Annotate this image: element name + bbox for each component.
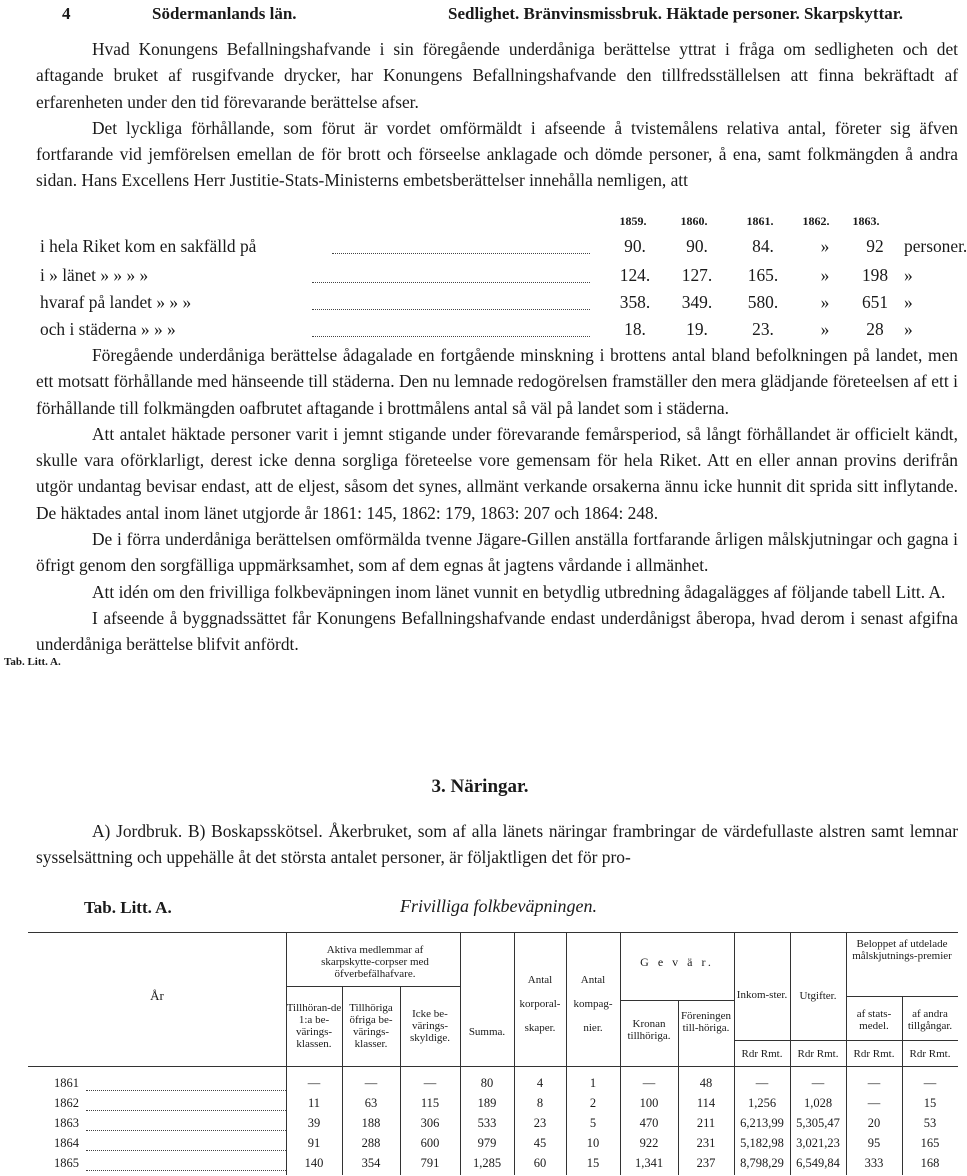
unit-label: Rdr Rmt. bbox=[853, 1048, 895, 1060]
table-cell: — bbox=[867, 1096, 881, 1110]
row-label: och i städerna » » » bbox=[40, 319, 176, 339]
value: » bbox=[820, 236, 830, 256]
header-members-group: Aktiva medlemmar af skarpskytte-corpser med öfverbefälhafvare. bbox=[321, 944, 429, 980]
row-year: 1861 bbox=[54, 1076, 79, 1090]
table-cell: 8,798,29 bbox=[740, 1156, 784, 1170]
value: 124. bbox=[619, 265, 651, 285]
value: » bbox=[820, 292, 830, 312]
table-cell: 53 bbox=[923, 1116, 937, 1130]
paragraph-haktade: Att antalet häktade personer varit i jemnt stigande under förevarande femårsperiod, så långt förhållandet är officielt kändt, skulle vara oförklarligt, derest icke denna sorgliga företeelse vore gemensam för hela Riket. Att en eller annan provins derifrån utgör undantag bevisar endast, att de eljest, såsom det synes, allmänt verkande orsakerna ännu icke hunnit dit sprida sitt inflytande. De häktades antal inom länet utgjorde år 1861: 145, 1862: 179, 1863: 207 och 1864: 248. bbox=[36, 423, 958, 523]
table-cell: 95 bbox=[867, 1136, 881, 1150]
table-cell: 1,028 bbox=[803, 1096, 833, 1110]
unit: » bbox=[904, 319, 913, 339]
crime-stats-row bbox=[40, 236, 967, 260]
value: 84. bbox=[752, 236, 774, 256]
header-union: Föreningen till-höriga. bbox=[680, 1010, 732, 1034]
table-cell: 45 bbox=[533, 1136, 547, 1150]
table-rule bbox=[28, 1066, 958, 1067]
table-row bbox=[28, 1116, 958, 1136]
table-cell: 791 bbox=[420, 1156, 440, 1170]
row-label: hvaraf på landet » » » bbox=[40, 292, 192, 312]
table-cell: 80 bbox=[480, 1076, 494, 1090]
text-block-naringar bbox=[36, 818, 958, 871]
table-cell: 114 bbox=[696, 1096, 716, 1110]
year-header: 1859. bbox=[619, 214, 647, 228]
text-block-middle bbox=[36, 342, 958, 658]
paragraph-brottsstatistik: Det lyckliga förhållande, som förut är vordet omförmäldt i afseende å tvistemålens relativa antal, företer sig äfven fortfarande vid jemförelsen emellan de för brott och förseelse anklagade och dömde personer, å ena, samt folkmängden å andra sidan. Hans Excellens Herr Justitie-Stats-Ministerns embetsberättelser innehålla nemligen, att bbox=[36, 117, 958, 191]
table-cell: — bbox=[364, 1076, 378, 1090]
leader-dots bbox=[86, 1130, 286, 1131]
table-title: Frivilliga folkbeväpningen. bbox=[400, 896, 597, 916]
header-guns-group: G e v ä r. bbox=[640, 955, 714, 969]
table-row bbox=[28, 1096, 958, 1116]
table-cell: 306 bbox=[420, 1116, 440, 1130]
table-cell: 2 bbox=[589, 1096, 597, 1110]
table-cell: 231 bbox=[696, 1136, 716, 1150]
unit-label: Rdr Rmt. bbox=[741, 1048, 783, 1060]
value: 92 bbox=[866, 236, 884, 256]
table-cell: 5 bbox=[589, 1116, 597, 1130]
header-premium-group: Beloppet af utdelade målskjutnings-premier bbox=[852, 938, 952, 962]
crime-stats-row bbox=[40, 265, 958, 289]
table-cell: 1,285 bbox=[472, 1156, 502, 1170]
header-year: År bbox=[150, 988, 164, 1003]
table-cell: 5,305,47 bbox=[796, 1116, 840, 1130]
folkbevapning-table bbox=[28, 932, 958, 1175]
table-row bbox=[28, 1156, 958, 1176]
unit: personer. bbox=[904, 236, 967, 256]
table-cell: 470 bbox=[639, 1116, 659, 1130]
header-company: Antal kompag-nier. bbox=[573, 974, 613, 1034]
paragraph-jagare-gillen: De i förra underdåniga berättelsen omförmälda tvenne Jägare-Gillen anställa fortfarande årligen målskjutningar och gagna i öfrigt genom den sorgfälliga uppmärksamhet, som af dem egnas åt jagtens vårdande i allmänhet. bbox=[36, 529, 958, 576]
table-cell: 11 bbox=[307, 1096, 321, 1110]
table-cell: 15 bbox=[923, 1096, 937, 1110]
table-row bbox=[28, 1136, 958, 1156]
header-members-3: Icke be-värings-skyldige. bbox=[409, 1008, 451, 1044]
table-cell: 165 bbox=[920, 1136, 940, 1150]
table-cell: — bbox=[423, 1076, 437, 1090]
leader-dots bbox=[312, 336, 590, 337]
row-year: 1863 bbox=[54, 1116, 79, 1130]
value: » bbox=[820, 265, 830, 285]
table-cell: 8 bbox=[536, 1096, 544, 1110]
leader-dots bbox=[86, 1150, 286, 1151]
header-corporal: Antal korporal-skaper. bbox=[519, 974, 561, 1034]
row-year: 1864 bbox=[54, 1136, 79, 1150]
page-header bbox=[0, 4, 960, 28]
table-cell: — bbox=[867, 1076, 881, 1090]
table-cell: — bbox=[923, 1076, 937, 1090]
table-cell: 6,213,99 bbox=[740, 1116, 784, 1130]
paragraph-jordbruk: A) Jordbruk. B) Boskapsskötsel. Åkerbruket, som af alla länets näringar frambringar de värdefullaste alstren samt lemnar sysselsättning och uppehälle åt det största antalet personer, är följaktligen det för pro- bbox=[36, 821, 958, 868]
unit-label: Rdr Rmt. bbox=[909, 1048, 951, 1060]
paragraph-sedlighet: Hvad Konungens Befallningshafvande i sin föregående underdåniga berättelse yttrat i fråga om sedligheten och det aftagande bruket af rusgifvande drycker, har Konungens Befallningshafvande den tillfredsställelsen att finna bekräftadt af erfarenheten under den tid förevarande berättelse afser. bbox=[36, 39, 958, 112]
row-label: i » länet » » » » bbox=[40, 265, 149, 285]
year-header: 1860. bbox=[680, 214, 708, 228]
header-crown: Kronan tillhöriga. bbox=[627, 1018, 671, 1042]
table-cell: — bbox=[642, 1076, 656, 1090]
table-cell: 188 bbox=[361, 1116, 381, 1130]
paragraph-brott-minskning: Föregående underdåniga berättelse ådagalade en fortgående minskning i brottens antal bland befolkningen på landet, men ett motsatt förhållande med hänseende till städerna. Den nu lemnade redogörelsen framställer den mera glädjande företeelsen af ett i förhållande till folkmängden oafbrutet aftagande i brottmålens antal så väl på landet som i städerna. bbox=[36, 345, 958, 418]
header-income: Inkom-ster. bbox=[736, 989, 788, 1001]
value: 358. bbox=[619, 292, 651, 312]
leader-dots bbox=[312, 309, 590, 310]
table-cell: 979 bbox=[477, 1136, 497, 1150]
table-cell: 48 bbox=[699, 1076, 713, 1090]
row-label: i hela Riket kom en sakfälld på bbox=[40, 236, 257, 256]
paragraph-folkbevapning: Att idén om den frivilliga folkbeväpningen inom länet vunnit en betydlig utbredning ådagalägges af följande tabell Litt. A. bbox=[92, 581, 946, 602]
year-header: 1863. bbox=[852, 214, 880, 228]
table-cell: 1,256 bbox=[747, 1096, 777, 1110]
unit: » bbox=[904, 292, 913, 312]
table-cell: 6,549,84 bbox=[796, 1156, 840, 1170]
county-heading: Södermanlands län. bbox=[152, 4, 297, 23]
value: 28 bbox=[866, 319, 884, 339]
table-cell: 1 bbox=[589, 1076, 597, 1090]
table-cell: 168 bbox=[920, 1156, 940, 1170]
header-members-1: Tillhöran-de 1:a be-värings-klassen. bbox=[286, 1002, 342, 1050]
value: 127. bbox=[681, 265, 713, 285]
header-expense: Utgifter. bbox=[799, 990, 837, 1002]
section-title: 3. Näringar. bbox=[431, 776, 529, 797]
table-cell: 60 bbox=[533, 1156, 547, 1170]
year-header: 1862. bbox=[802, 214, 830, 228]
table-cell: 533 bbox=[477, 1116, 497, 1130]
value: 18. bbox=[624, 319, 646, 339]
header-state-funds: af stats-medel. bbox=[856, 1008, 892, 1032]
header-other-funds: af andra tillgångar. bbox=[907, 1008, 953, 1032]
table-cell: 5,182,98 bbox=[740, 1136, 784, 1150]
table-cell: 354 bbox=[361, 1156, 381, 1170]
leader-dots bbox=[332, 253, 590, 254]
row-year: 1862 bbox=[54, 1096, 79, 1110]
leader-dots bbox=[86, 1110, 286, 1111]
header-members-2: Tillhöriga öfriga be-värings-klasser. bbox=[349, 1002, 393, 1050]
table-cell: 100 bbox=[639, 1096, 659, 1110]
value: 23. bbox=[752, 319, 774, 339]
topics-heading: Sedlighet. Bränvinsmissbruk. Häktade personer. Skarpskyttar. bbox=[448, 4, 903, 23]
table-cell: 922 bbox=[639, 1136, 659, 1150]
leader-dots bbox=[86, 1170, 286, 1171]
table-cell: 1,341 bbox=[634, 1156, 664, 1170]
value: » bbox=[820, 319, 830, 339]
table-cell: 39 bbox=[307, 1116, 321, 1130]
value: 651 bbox=[861, 292, 889, 312]
page-number: 4 bbox=[62, 4, 71, 23]
table-cell: 23 bbox=[533, 1116, 547, 1130]
table-cell: — bbox=[811, 1076, 825, 1090]
table-cell: 10 bbox=[586, 1136, 600, 1150]
table-cell: — bbox=[307, 1076, 321, 1090]
unit: » bbox=[904, 265, 913, 285]
table-tag: Tab. Litt. A. bbox=[84, 898, 172, 917]
table-cell: — bbox=[755, 1076, 769, 1090]
value: 90. bbox=[624, 236, 646, 256]
unit-label: Rdr Rmt. bbox=[797, 1048, 839, 1060]
text-block-top bbox=[36, 36, 958, 194]
leader-dots bbox=[86, 1090, 286, 1091]
margin-note: Tab. Litt. A. bbox=[4, 656, 61, 668]
table-cell: 288 bbox=[361, 1136, 381, 1150]
table-row bbox=[28, 1076, 958, 1096]
crime-stats-row bbox=[40, 292, 958, 316]
table-cell: 4 bbox=[536, 1076, 544, 1090]
table-cell: 115 bbox=[420, 1096, 440, 1110]
value: 90. bbox=[686, 236, 708, 256]
table-cell: 211 bbox=[696, 1116, 716, 1130]
table-cell: 63 bbox=[364, 1096, 378, 1110]
value: 165. bbox=[747, 265, 779, 285]
value: 198 bbox=[861, 265, 889, 285]
row-year: 1865 bbox=[54, 1156, 79, 1170]
value: 580. bbox=[747, 292, 779, 312]
table-rule bbox=[286, 986, 461, 987]
paragraph-byggnadssatt: I afseende å byggnadssättet får Konungens Befallningshafvande endast underdånigst åberopa, hvad derom i senast afgifna underdåniga berättelse blifvit anfördt. bbox=[36, 607, 958, 655]
value: 349. bbox=[681, 292, 713, 312]
header-sum: Summa. bbox=[468, 1026, 506, 1038]
table-cell: 600 bbox=[420, 1136, 440, 1150]
table-cell: 140 bbox=[304, 1156, 324, 1170]
table-rule bbox=[28, 932, 958, 933]
table-cell: 237 bbox=[696, 1156, 716, 1170]
crime-stats-row bbox=[40, 319, 958, 343]
table-cell: 20 bbox=[867, 1116, 881, 1130]
table-cell: 333 bbox=[864, 1156, 884, 1170]
table-cell: 189 bbox=[477, 1096, 497, 1110]
year-header: 1861. bbox=[746, 214, 774, 228]
table-cell: 3,021,23 bbox=[796, 1136, 840, 1150]
table-cell: 91 bbox=[307, 1136, 321, 1150]
value: 19. bbox=[686, 319, 708, 339]
leader-dots bbox=[312, 282, 590, 283]
table-cell: 15 bbox=[586, 1156, 600, 1170]
